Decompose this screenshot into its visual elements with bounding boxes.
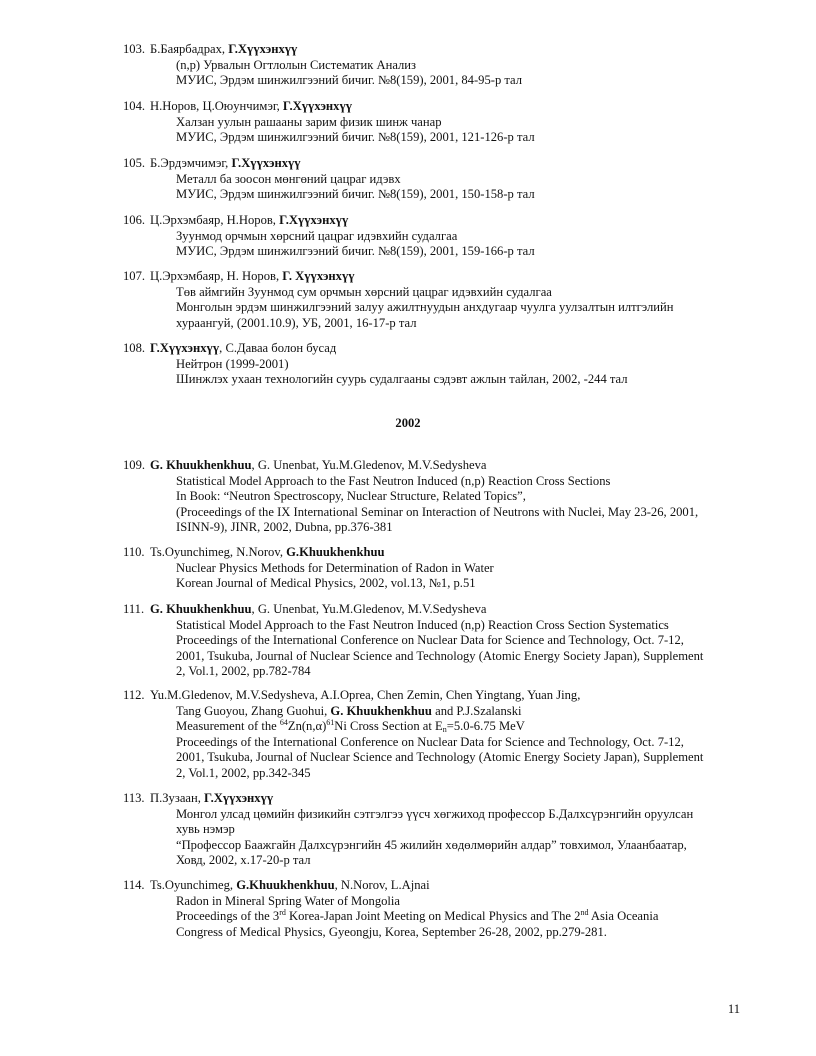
entry-authors: Г.Хүүхэнхүү, С.Даваа болон бусад: [150, 341, 337, 355]
entry-number: 108.: [123, 341, 146, 355]
entry-source-cont: 2, Vol.1, 2002, pp.782-784: [176, 664, 311, 679]
entry-authors-cont: Tang Guoyou, Zhang Guohui, G. Khuukhenkhuu and P.J.Szalanski: [176, 703, 522, 718]
entry-source-cont: Congress of Medical Physics, Gyeongju, Korea, September 26-28, 2002, pp.279-281.: [176, 924, 607, 939]
reference-entry-106: [124, 213, 754, 260]
entry-source: Монголын эрдэм шинжилгээний залуу ажилтнуудын анхдугаар чуулга уулзалтын илтгэлийн: [176, 300, 674, 315]
entry-title: Металл ба зоосон мөнгөний цацраг идэвх: [176, 171, 401, 186]
entry-authors: Yu.M.Gledenov, M.V.Sedysheva, A.I.Oprea, Chen Zemin, Chen Yingtang, Yuan Jing,: [150, 688, 581, 702]
entry-authors: Б.Эрдэмчимэг, Г.Хүүхэнхүү: [150, 156, 301, 170]
entry-title: Measurement of the $^{64}Zn(n,\alpha)^{61}Ni$ Cross Section at $E_n=5.0-6.75$ MeV: [176, 718, 525, 735]
entry-number: 113.: [123, 791, 145, 805]
entry-source: Proceedings of the International Conference on Nuclear Data for Science and Technology, Oct. 7-12,: [176, 633, 684, 648]
entry-source-cont: (Proceedings of the IX International Seminar on Interaction of Neutrons with Nuclei, May 23-26, 2001,: [176, 504, 699, 519]
reference-entry-112: [124, 688, 754, 782]
entry-number: 107.: [123, 269, 146, 283]
entry-title: Statistical Model Approach to the Fast Neutron Induced (n,p) Reaction Cross Sections: [176, 473, 611, 488]
reference-entry-114: [124, 878, 754, 940]
year-heading: 2002: [395, 416, 421, 430]
entry-source-cont: ISINN-9), JINR, 2002, Dubna, pp.376-381: [176, 520, 393, 535]
entry-number: 112.: [123, 688, 145, 702]
entry-number: 111.: [123, 602, 145, 616]
reference-entry-104: [124, 99, 754, 146]
entry-number: 114.: [123, 878, 145, 892]
entry-source: МУИС, Эрдэм шинжилгээний бичиг. №8(159), 2001, 84-95-р тал: [176, 73, 523, 88]
entry-source: МУИС, Эрдэм шинжилгээний бичиг. №8(159), 2001, 121-126-р тал: [176, 130, 535, 145]
entry-authors: G. Khuukhenkhuu, G. Unenbat, Yu.M.Gledenov, M.V.Sedysheva: [150, 602, 487, 616]
reference-entry-111: [124, 602, 754, 680]
reference-entry-108: [124, 341, 754, 388]
entry-title: Монгол улсад цөмийн физикийн сэтгэлгээ үүсч хөгжиход профессор Б.Далхсүрэнгийн оруулсан: [176, 806, 694, 821]
entry-title: Statistical Model Approach to the Fast Neutron Induced (n,p) Reaction Cross Section Systematics: [176, 617, 669, 632]
entry-authors: Ts.Oyunchimeg, N.Norov, G.Khuukhenkhuu: [150, 545, 385, 559]
entry-source-cont: 2, Vol.1, 2002, pp.342-345: [176, 765, 311, 780]
reference-entry-107: [124, 269, 754, 331]
entry-authors: Б.Баярбадрах, Г.Хүүхэнхүү: [150, 42, 298, 56]
entry-number: 106.: [123, 213, 146, 227]
entry-number: 109.: [123, 458, 146, 472]
entry-source-cont: 2001, Tsukuba, Journal of Nuclear Science and Technology (Atomic Energy Society Japan), Supplement: [176, 750, 704, 765]
entry-title: Nuclear Physics Methods for Determination of Radon in Water: [176, 560, 494, 575]
entry-source: МУИС, Эрдэм шинжилгээний бичиг. №8(159), 2001, 150-158-р тал: [176, 187, 535, 202]
reference-entry-103: [124, 42, 754, 89]
entry-number: 104.: [123, 99, 146, 113]
reference-entry-109: [124, 458, 754, 536]
entry-source: “Профессор Баажгайн Далхсүрэнгийн 45 жилийн хөдөлмөрийн алдар” товхимол, Улаанбаатар,: [176, 837, 687, 852]
entry-title: Нейтрон (1999-2001): [176, 356, 289, 371]
entry-source: Proceedings of the 3rd Korea-Japan Joint Meeting on Medical Physics and The 2nd Asia Oceania: [176, 908, 659, 924]
entry-title: Төв аймгийн Зуунмод сум орчмын хөрсний цацраг идэвхийн судалгаа: [176, 284, 552, 299]
entry-source-cont: 2001, Tsukuba, Journal of Nuclear Science and Technology (Atomic Energy Society Japan), Supplement: [176, 648, 704, 663]
entry-source-cont: хураангуй, (2001.10.9), УБ, 2001, 16-17-р тал: [176, 315, 417, 330]
entry-source: МУИС, Эрдэм шинжилгээний бичиг. №8(159), 2001, 159-166-р тал: [176, 244, 535, 259]
entry-authors: Ts.Oyunchimeg, G.Khuukhenkhuu, N.Norov, L.Ajnai: [150, 878, 430, 892]
entry-authors: Ц.Эрхэмбаяр, Н. Норов, Г. Хүүхэнхүү: [150, 269, 355, 283]
entry-title: Зуунмод орчмын хөрсний цацраг идэвхийн судалгаа: [176, 228, 458, 243]
reference-entry-110: [124, 545, 754, 592]
entry-source: Korean Journal of Medical Physics, 2002, vol.13, №1, p.51: [176, 576, 476, 591]
entry-title: Radon in Mineral Spring Water of Mongolia: [176, 893, 401, 908]
entry-authors: Ц.Эрхэмбаяр, Н.Норов, Г.Хүүхэнхүү: [150, 213, 349, 227]
reference-entry-113: [124, 791, 754, 869]
page-number: 11: [727, 1002, 740, 1016]
entry-source: In Book: “Neutron Spectroscopy, Nuclear Structure, Related Topics”,: [176, 489, 526, 504]
entry-title: Халзан уулын рашааны зарим физик шинж чанар: [176, 114, 442, 129]
entry-source: Шинжлэх ухаан технологийн суурь судалгааны сэдэвт ажлын тайлан, 2002, -244 тал: [176, 372, 628, 387]
entry-number: 103.: [123, 42, 146, 56]
entry-number: 105.: [123, 156, 146, 170]
entry-source-cont: Ховд, 2002, х.17-20-р тал: [176, 853, 311, 868]
entry-authors: П.Зузаан, Г.Хүүхэнхүү: [150, 791, 274, 805]
entry-authors: G. Khuukhenkhuu, G. Unenbat, Yu.M.Gledenov, M.V.Sedysheva: [150, 458, 487, 472]
entry-authors: Н.Норов, Ц.Оюунчимэг, Г.Хүүхэнхүү: [150, 99, 353, 113]
entry-number: 110.: [123, 545, 145, 559]
reference-entry-105: [124, 156, 754, 203]
entry-title-cont: хувь нэмэр: [176, 822, 235, 837]
entry-title: (n,p) Урвалын Огтлолын Систематик Анализ: [176, 57, 417, 72]
entry-source: Proceedings of the International Conference on Nuclear Data for Science and Technology, Oct. 7-12,: [176, 734, 684, 749]
